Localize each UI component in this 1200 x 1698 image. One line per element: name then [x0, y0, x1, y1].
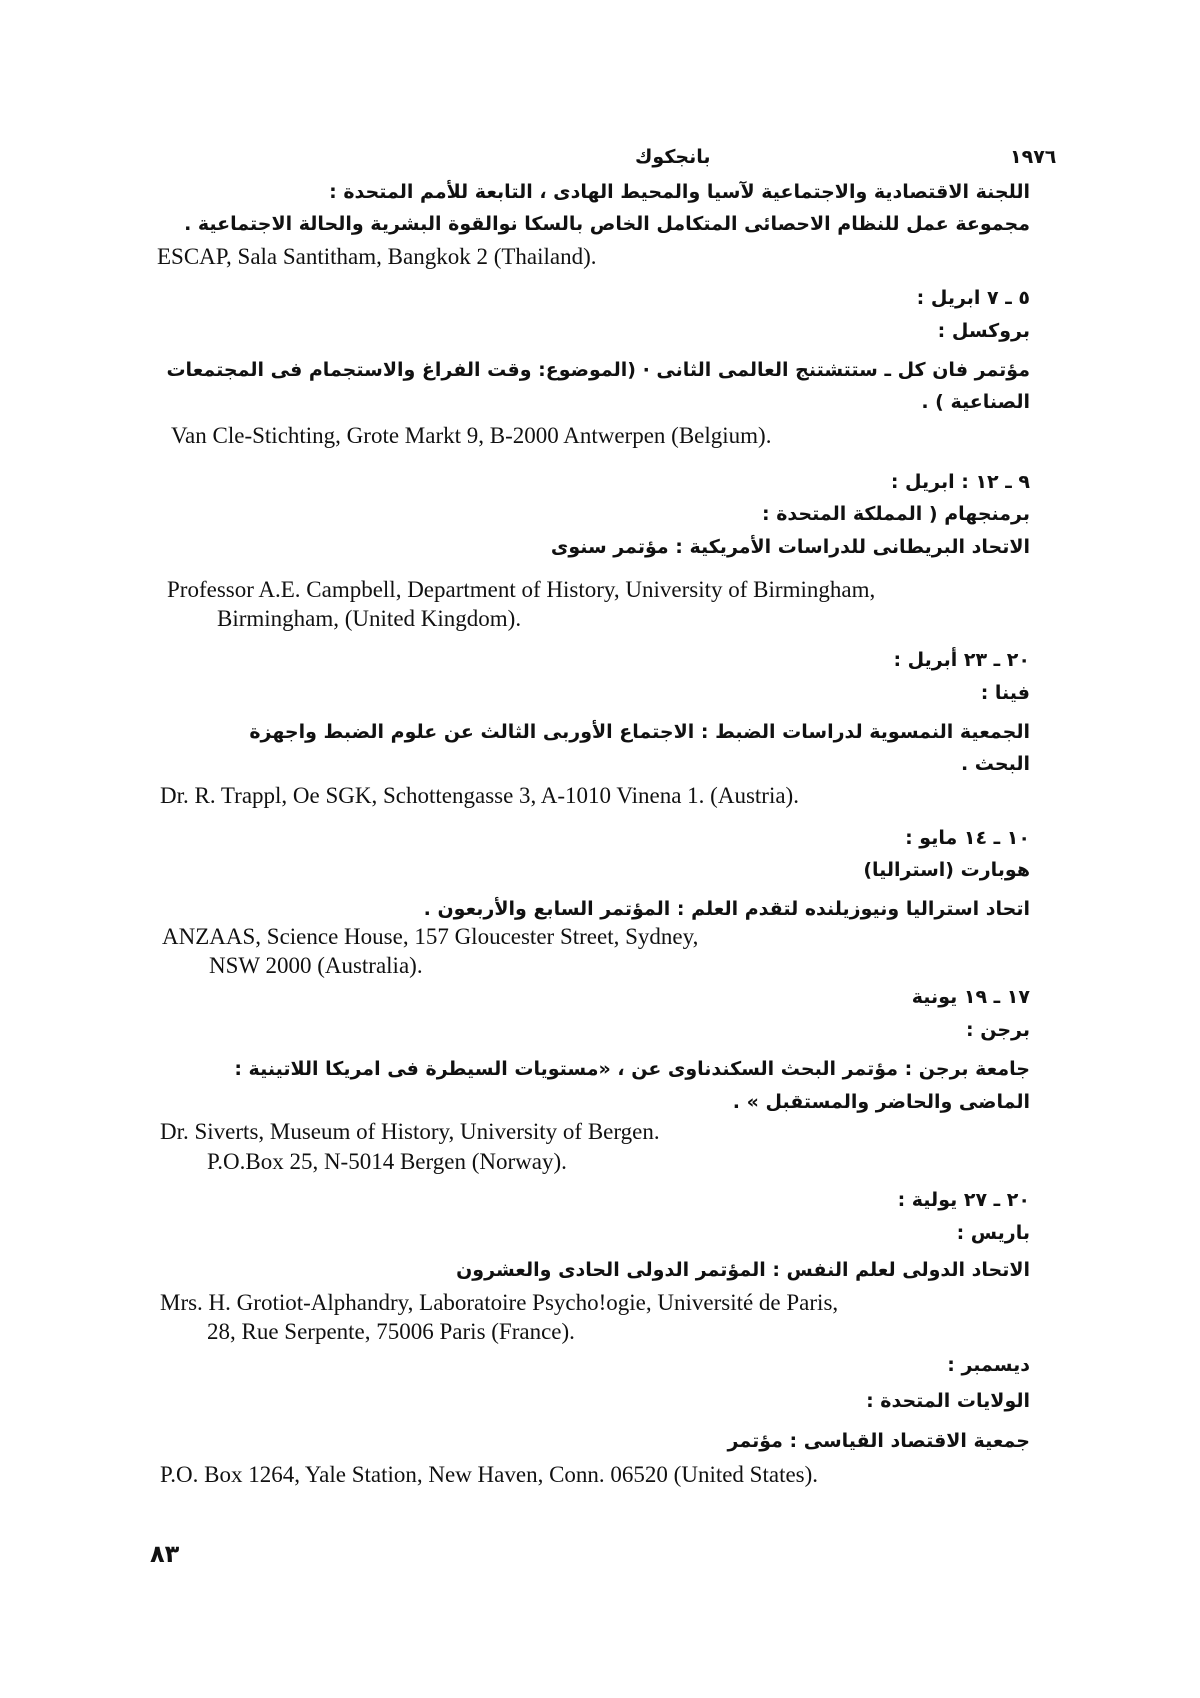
- entry-organization-line: البحث .: [960, 753, 1030, 775]
- entry-city: باريس :: [956, 1222, 1030, 1244]
- entry-organization-line: الاتحاد البريطانى للدراسات الأمريكية : مؤتمر سنوى: [550, 536, 1030, 558]
- entry-date: ٢٠ ـ ٢٧ يولية :: [897, 1189, 1030, 1211]
- entry-organization-line: جامعة برجن : مؤتمر البحث السكندناوى عن ، «مستويات السيطرة فى امريكا اللاتينية :: [234, 1058, 1030, 1080]
- entry-city: برجن :: [966, 1019, 1030, 1041]
- entry-organization-line: اتحاد استراليا ونيوزيلنده لتقدم العلم : المؤتمر السابع والأربعون .: [423, 898, 1030, 920]
- entry-organization-line: مجموعة عمل للنظام الاحصائى المتكامل الخاص بالسكا نوالقوة البشرية والحالة الاجتماعية .: [184, 213, 1030, 235]
- entry-address-line: Van Cle-Stichting, Grote Markt 9, B-2000 Antwerpen (Belgium).: [171, 423, 772, 448]
- entry-date: ٢٠ ـ ٢٣ أبريل :: [893, 649, 1030, 671]
- entry-organization-line: اللجنة الاقتصادية والاجتماعية لآسيا والمحيط الهادى ، التابعة للأمم المتحدة :: [329, 181, 1030, 203]
- entry-organization-line: جمعية الاقتصاد القياسى : مؤتمر: [727, 1430, 1030, 1452]
- page-header-city: بانجكوك: [635, 146, 711, 168]
- entry-address-line: P.O. Box 1264, Yale Station, New Haven, Conn. 06520 (United States).: [160, 1462, 819, 1487]
- entry-organization-line: الاتحاد الدولى لعلم النفس : المؤتمر الدولى الحادى والعشرون: [456, 1259, 1030, 1281]
- entry-address-line: Dr. Siverts, Museum of History, University of Bergen.: [160, 1119, 660, 1144]
- entry-address-line: NSW 2000 (Australia).: [209, 953, 423, 978]
- entry-city: فينا :: [980, 682, 1030, 704]
- entry-city: بروكسل :: [937, 320, 1030, 342]
- entry-city: الولايات المتحدة :: [866, 1390, 1030, 1412]
- entry-address-line: Birmingham, (United Kingdom).: [217, 606, 522, 631]
- entry-date: ١٠ ـ ١٤ مايو :: [905, 827, 1030, 849]
- entry-organization-line: مؤتمر فان كل ـ ستتشتنج العالمى الثانى · (الموضوع: وقت الفراغ والاستجمام فى المجتمعات: [166, 359, 1030, 381]
- entry-city: هوبارت (استراليا): [863, 859, 1030, 881]
- entry-date: ٩ ـ ١٢ : ابريل :: [890, 471, 1030, 493]
- entry-city: برمنجهام ( المملكة المتحدة :: [762, 503, 1030, 525]
- entry-organization-line: الصناعية ) .: [921, 391, 1030, 413]
- entry-address-line: Dr. R. Trappl, Oe SGK, Schottengasse 3, A-1010 Vinena 1. (Austria).: [160, 783, 799, 808]
- entry-address-line: ANZAAS, Science House, 157 Gloucester Street, Sydney,: [162, 924, 699, 949]
- entry-address-line: ESCAP, Sala Santitham, Bangkok 2 (Thailand).: [157, 244, 597, 269]
- entry-organization-line: الجمعية النمسوية لدراسات الضبط : الاجتماع الأوربى الثالث عن علوم الضبط واجهزة: [249, 721, 1030, 743]
- page-number: ٨٣: [150, 1540, 180, 1568]
- entry-date: ديسمبر :: [947, 1354, 1030, 1376]
- entry-address-line: P.O.Box 25, N-5014 Bergen (Norway).: [207, 1149, 567, 1174]
- entry-address-line: Professor A.E. Campbell, Department of History, University of Birmingham,: [167, 577, 876, 602]
- entry-address-line: Mrs. H. Grotiot-Alphandry, Laboratoire Psycho!ogie, Université de Paris,: [160, 1290, 839, 1315]
- entry-date: ١٧ ـ ١٩ يونية: [911, 986, 1030, 1008]
- entry-address-line: 28, Rue Serpente, 75006 Paris (France).: [207, 1319, 575, 1344]
- entry-date: ٥ ـ ٧ ابريل :: [916, 287, 1030, 309]
- entry-organization-line: الماضى والحاضر والمستقبل » .: [732, 1091, 1030, 1113]
- page-header-year: ١٩٧٦: [1010, 146, 1057, 168]
